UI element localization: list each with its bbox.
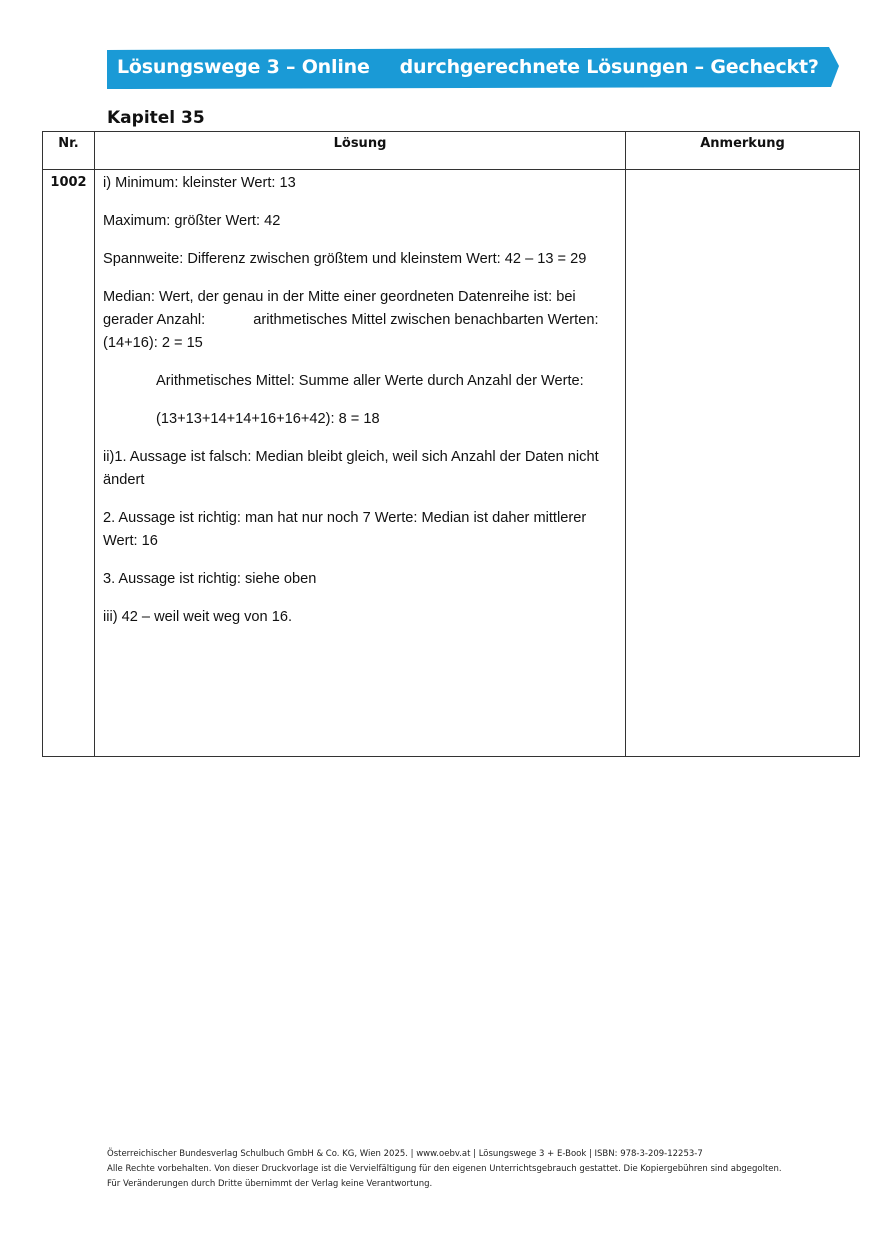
solution-line <box>103 286 617 355</box>
table-header-row <box>43 132 860 170</box>
remark-cell <box>626 170 860 757</box>
solution-line: Arithmetisches Mittel: Summe aller Werte durch Anzahl der Werte: <box>156 373 584 389</box>
banner-title-sub: durchgerechnete Lösungen – Gecheckt? <box>399 56 819 78</box>
solution-table <box>42 131 860 757</box>
footer-line: Alle Rechte vorbehalten. Von dieser Druckvorlage ist die Vervielfältigung für den eigenen Unterrichtsgebrauch gestattet. Die Kopiergebühren sind abgegolten. <box>107 1164 782 1174</box>
footer-line: Österreichischer Bundesverlag Schulbuch GmbH & Co. KG, Wien 2025. | www.oebv.at | Lösungswege 3 + E-Book | ISBN: 978-3-209-12253-7 <box>107 1149 703 1159</box>
task-number: 1002 <box>43 170 95 757</box>
solution-line: ii)1. Aussage ist falsch: Median bleibt gleich, weil sich Anzahl der Daten nicht ändert <box>103 449 599 488</box>
median-text-a: Median: Wert, der genau in der Mitte einer geordneten Datenreihe ist: bei gerader Anzahl: <box>103 289 576 328</box>
solution-line: Spannweite: Differenz zwischen größtem und kleinstem Wert: 42 – 13 = 29 <box>103 251 587 267</box>
header-nr: Nr. <box>43 132 95 170</box>
header-loesung: Lösung <box>95 132 626 170</box>
solution-line: Maximum: größter Wert: 42 <box>103 213 281 229</box>
solution-line: 3. Aussage ist richtig: siehe oben <box>103 571 317 587</box>
solution-cell <box>95 170 626 757</box>
banner-title <box>117 56 819 78</box>
chapter-heading: Kapitel 35 <box>107 108 205 128</box>
median-text-b: arithmetisches Mittel zwischen benachbarten Werten: (14+16): 2 = 15 <box>103 312 599 351</box>
table-row <box>43 170 860 757</box>
header-banner <box>107 47 839 89</box>
solution-line: 2. Aussage ist richtig: man hat nur noch 7 Werte: Median ist daher mittlerer Wert: 16 <box>103 510 587 549</box>
banner-title-main: Lösungswege 3 – Online <box>117 56 370 78</box>
header-anmerkung: Anmerkung <box>626 132 860 170</box>
footer-line: Für Veränderungen durch Dritte übernimmt der Verlag keine Verantwortung. <box>107 1179 433 1189</box>
footer <box>107 1147 782 1192</box>
solution-line: iii) 42 – weil weit weg von 16. <box>103 609 292 625</box>
solution-line: i) Minimum: kleinster Wert: 13 <box>103 175 296 191</box>
solution-line: (13+13+14+14+16+16+42): 8 = 18 <box>156 411 380 427</box>
